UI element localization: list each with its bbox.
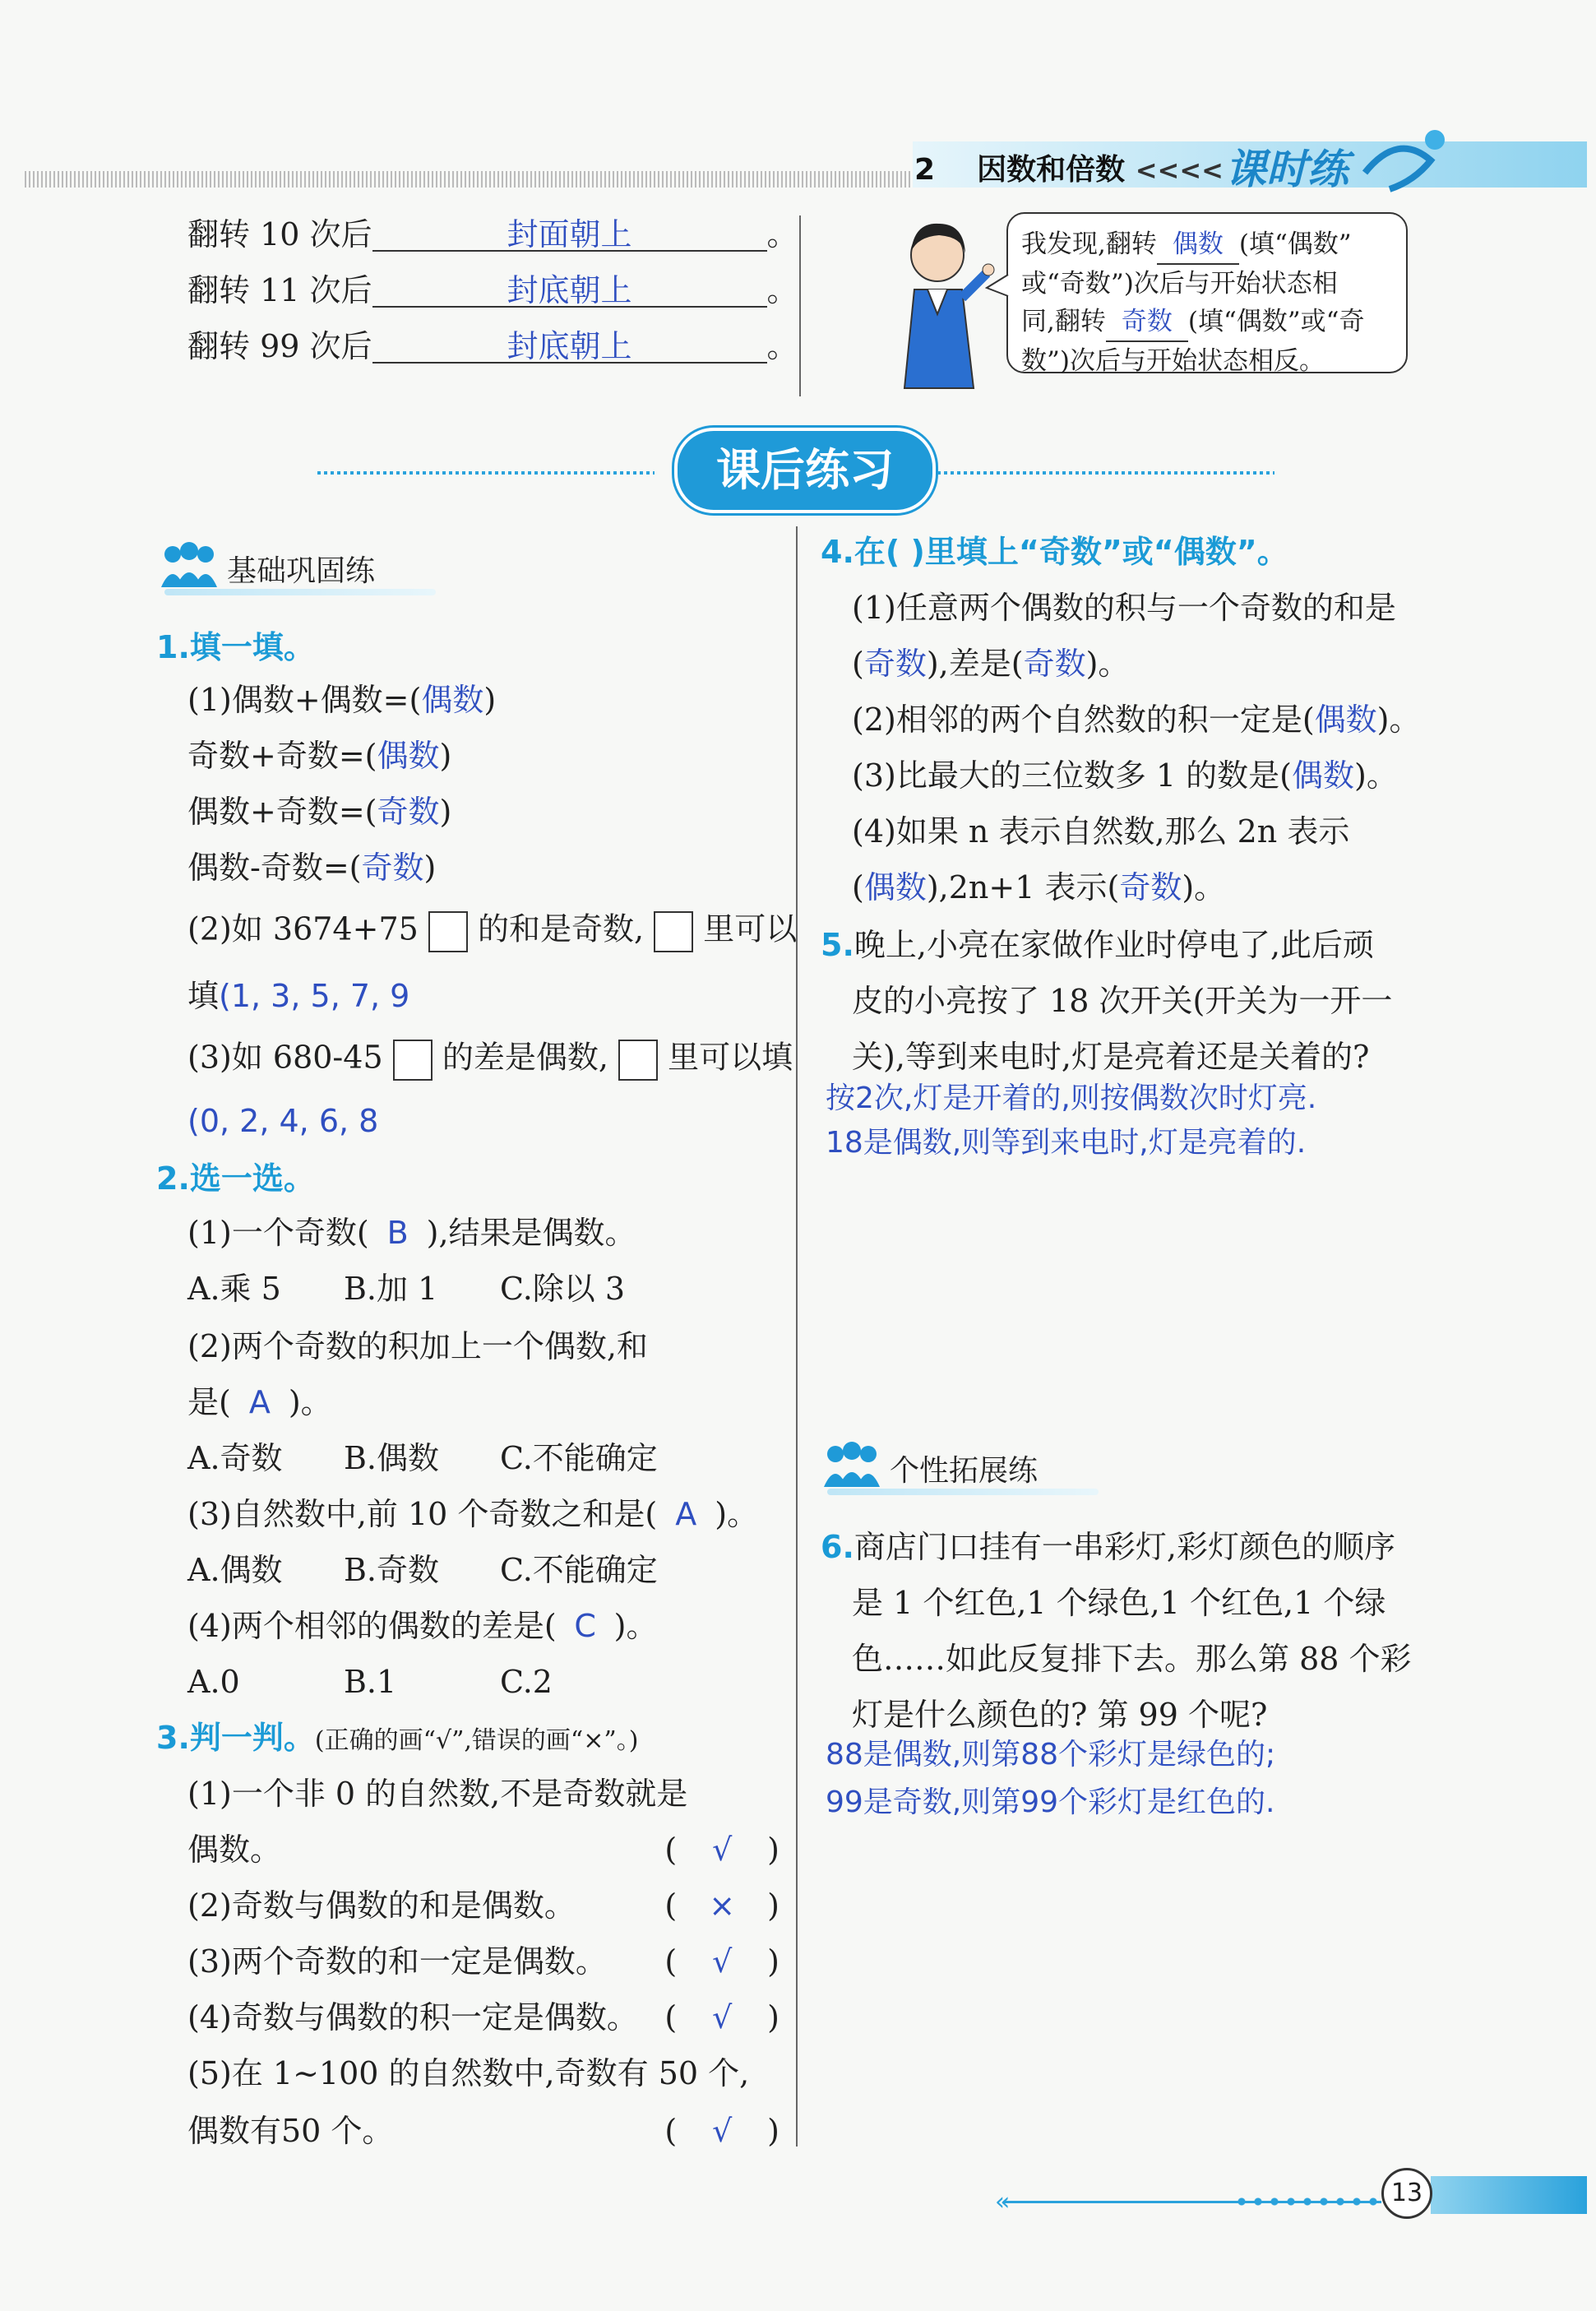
flip-answer-3: 封底朝上	[372, 331, 767, 364]
q1-line-4: 偶数-奇数=(奇数)	[187, 850, 437, 886]
q2-item-2b: 是( A )。	[187, 1384, 332, 1420]
q4-answer-6: 奇数	[1119, 869, 1182, 905]
q2-item-1: (1)一个奇数( B ),结果是偶数。	[187, 1215, 636, 1251]
q2-options-1: A.乘 5 B.加 1 C.除以 3	[187, 1271, 626, 1307]
q3-mark-1: √	[712, 1832, 733, 1868]
q1-line-2: 奇数+奇数=(偶数)	[187, 738, 452, 774]
bubble-answer-1: 偶数	[1157, 225, 1239, 265]
q3-mark-4: √	[712, 1999, 733, 2035]
q6-line-3: 色……如此反复排下去。那么第 88 个彩	[852, 1641, 1412, 1677]
q6-line-2: 是 1 个红色,1 个绿色,1 个红色,1 个绿	[852, 1585, 1386, 1621]
q5-line-1: 5.晚上,小亮在家做作业时停电了,此后顽	[821, 927, 1375, 963]
q1-blank-box	[393, 1040, 433, 1081]
left-section-underline	[164, 589, 436, 595]
q3-item-5b: 偶数有50 个。 ( √ )	[187, 2113, 779, 2149]
q3-item-1a: (1)一个非 0 的自然数,不是奇数就是	[187, 1776, 688, 1812]
q1-answer-3: 奇数	[377, 794, 440, 830]
bubble-answer-2: 奇数	[1106, 303, 1188, 342]
right-section-underline	[827, 1489, 1099, 1495]
q4-line-4: (3)比最大的三位数多 1 的数是(偶数)。	[852, 757, 1398, 794]
header-stripe	[25, 171, 913, 188]
q3-item-2: (2)奇数与偶数的和是偶数。 ( × )	[187, 1887, 779, 1924]
column-divider	[796, 526, 798, 2147]
q2-options-2: A.奇数 B.偶数 C.不能确定	[187, 1440, 658, 1476]
q4-line-6: (偶数),2n+1 表示(奇数)。	[852, 869, 1226, 905]
flip-line-3: 翻转 99 次后 封底朝上 。	[187, 328, 798, 364]
q2-answer-2: A	[248, 1384, 271, 1420]
bubble-tail	[985, 271, 1010, 304]
q4-answer-4: 偶数	[1292, 757, 1355, 794]
q4-line-3: (2)相邻的两个自然数的积一定是(偶数)。	[852, 702, 1421, 738]
q5-answer-2: 18是偶数,则等到来电时,灯是亮着的.	[826, 1126, 1307, 1160]
chapter-title: 因数和倍数	[977, 153, 1126, 187]
q4-line-1: (1)任意两个偶数的积与一个奇数的和是	[852, 590, 1396, 626]
q1-answer-1: 偶数	[421, 682, 484, 718]
q1-answer-2: 偶数	[377, 738, 440, 774]
chapter-number: 2	[914, 153, 936, 187]
header-arrows: <<<<	[1135, 155, 1224, 186]
q1-title: 1.填一填。	[156, 629, 315, 665]
q3-item-4: (4)奇数与偶数的积一定是偶数。 ( √ )	[187, 1999, 779, 2035]
q2-options-3: A.偶数 B.奇数 C.不能确定	[187, 1552, 658, 1588]
q1-line-3: 偶数+奇数=(奇数)	[187, 794, 452, 830]
q1-part2-answer: 填(1, 3, 5, 7, 9	[187, 978, 410, 1014]
q1-part3-answer: (0, 2, 4, 6, 8	[187, 1103, 379, 1139]
q5-line-2: 皮的小亮按了 18 次开关(开关为一开一	[852, 983, 1393, 1019]
q1-part3: (3)如 680-45 的差是偶数, 里可以填	[187, 1040, 793, 1081]
q4-line-5: (4)如果 n 表示自然数,那么 2n 表示	[852, 813, 1350, 850]
banner-dots-left	[317, 471, 655, 475]
q1-blank-box	[654, 911, 693, 952]
left-section-title: 基础巩固练	[227, 554, 376, 588]
q1-blank-box	[428, 911, 468, 952]
q3-mark-5: √	[712, 2113, 733, 2149]
top-divider	[799, 215, 801, 396]
footer-dots	[1233, 2196, 1381, 2207]
people-icon	[156, 540, 222, 589]
brand-text: 课时练	[1225, 146, 1349, 193]
q3-item-5a: (5)在 1~100 的自然数中,奇数有 50 个,	[187, 2055, 750, 2091]
flip-answer-2: 封底朝上	[372, 275, 767, 308]
q5-line-3: 关),等到来电时,灯是亮着还是关着的?	[852, 1039, 1370, 1075]
q1-answer-4: 奇数	[361, 850, 424, 886]
q4-answer-1: 奇数	[863, 646, 927, 682]
banner-title: 课后练习	[674, 428, 936, 513]
q3-item-3: (3)两个奇数的和一定是偶数。 ( √ )	[187, 1943, 779, 1980]
q3-mark-2: ×	[709, 1887, 736, 1924]
header-chapter	[914, 146, 1224, 188]
q3-item-1b: 偶数。 ( √ )	[187, 1832, 779, 1868]
brand-logo	[1225, 137, 1349, 196]
brand-swoosh-icon	[1357, 115, 1455, 197]
q6-line-1: 6.商店门口挂有一串彩灯,彩灯颜色的顺序	[821, 1529, 1395, 1565]
footer-bar	[1431, 2176, 1587, 2214]
q2-answer-1: B	[386, 1215, 409, 1251]
q4-answer-5: 偶数	[863, 869, 927, 905]
q6-line-4: 灯是什么颜色的? 第 99 个呢?	[852, 1697, 1268, 1733]
people-icon	[819, 1439, 885, 1489]
q2-item-3: (3)自然数中,前 10 个奇数之和是( A )。	[187, 1496, 759, 1532]
q4-line-2: (奇数),差是(奇数)。	[852, 646, 1130, 682]
q6-answer-2: 99是奇数,则第99个彩灯是红色的.	[826, 1785, 1275, 1819]
q2-title: 2.选一选。	[156, 1160, 315, 1197]
flip-line-1: 翻转 10 次后 封面朝上 。	[187, 216, 798, 252]
speech-bubble: 我发现,翻转 偶数 (填“偶数” 或“奇数”)次后与开始状态相 同,翻转 奇数 (填“偶数”或“奇 数”)次后与开始状态相反。	[1006, 212, 1408, 373]
q2-options-4: A.0 B.1 C.2	[187, 1664, 553, 1700]
student-girl-illustration	[881, 215, 997, 396]
footer-arrow-head: «	[995, 2188, 1011, 2216]
q4-title: 4.在( )里填上“奇数”或“偶数”。	[821, 534, 1288, 570]
right-section-title: 个性拓展练	[890, 1454, 1039, 1488]
q3-title: 3.判一判。(正确的画“√”,错误的画“×”。)	[156, 1720, 639, 1756]
q1-part2: (2)如 3674+75 的和是奇数, 里可以	[187, 911, 797, 952]
q1-line-1: (1)偶数+偶数=(偶数)	[187, 682, 497, 718]
q2-answer-3: A	[675, 1496, 697, 1532]
q1-part2-digits: (1, 3, 5, 7, 9	[219, 978, 410, 1014]
q2-answer-4: C	[574, 1608, 596, 1644]
banner-dots-right	[937, 471, 1274, 475]
q6-answer-1: 88是偶数,则第88个彩灯是绿色的;	[826, 1738, 1276, 1771]
q2-item-2a: (2)两个奇数的积加上一个偶数,和	[187, 1328, 648, 1364]
flip-answer-1: 封面朝上	[372, 219, 767, 252]
q2-item-4: (4)两个相邻的偶数的差是( C )。	[187, 1608, 658, 1644]
page-number: 13	[1381, 2168, 1432, 2219]
q4-answer-3: 偶数	[1314, 702, 1377, 738]
q1-blank-box	[618, 1040, 658, 1081]
q4-answer-2: 奇数	[1023, 646, 1086, 682]
q3-mark-3: √	[712, 1943, 733, 1980]
q5-answer-1: 按2次,灯是开着的,则按偶数次时灯亮.	[826, 1081, 1317, 1115]
flip-line-2: 翻转 11 次后 封底朝上 。	[187, 272, 798, 308]
